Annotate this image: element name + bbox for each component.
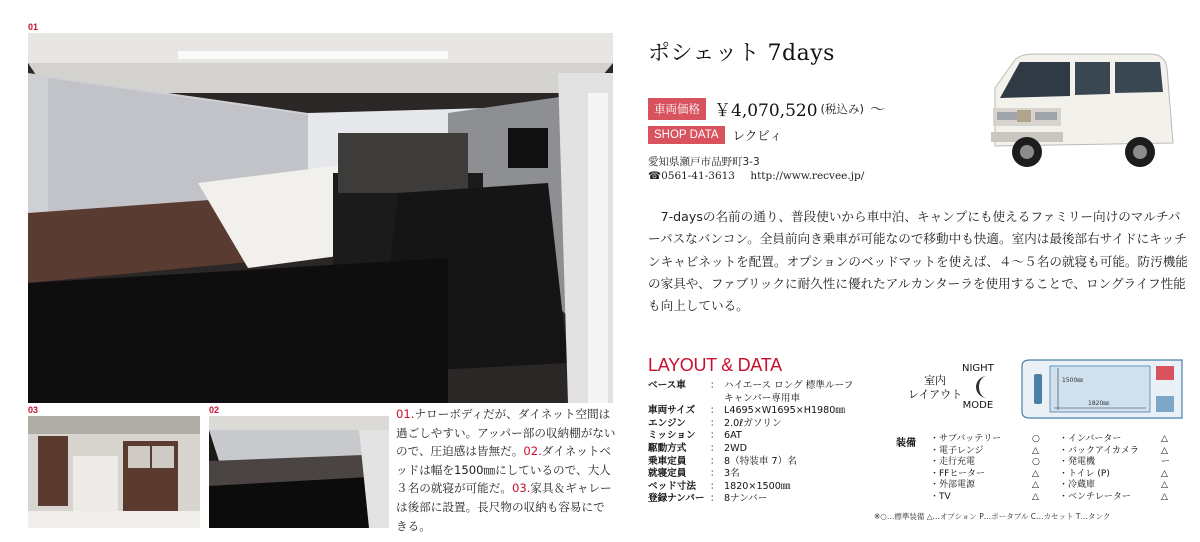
caption-num-03: 03. [511,481,531,496]
spec-key: 駆動方式 [648,442,687,454]
shop-contact [648,170,864,182]
equip-name: ・サブバッテリー [930,434,1002,444]
equip-name: ・バックアイカメラ [1059,445,1139,456]
spec-value: 6AT [724,430,742,442]
spec-key: 登録ナンバー [648,493,705,505]
price-value: ￥4,070,520 [714,101,818,121]
spec-row [648,393,894,406]
equip-mark: ○ [1032,457,1040,468]
shop-name: レクビィ [732,128,783,143]
floor-dim-length: 1820㎜ [1088,400,1110,407]
equip-name: ・ベンチレーター [1059,491,1131,502]
spec-row [648,405,894,418]
mode-label: MODE [962,400,994,411]
spec-sep: ： [710,480,720,492]
galley-photo-illustration [28,416,200,528]
equip-name: ・走行充電 [930,457,976,468]
equip-mark: △ [1032,480,1039,491]
spec-key: エンジン [648,417,686,429]
spec-key: 車両サイズ [648,405,696,417]
article-body: 7-daysの名前の通り、普段使いから車中泊、キャンプにも使えるファミリー向けのマルチパーパスなバンコン。全員前向き乗車が可能なので移動中も快適。室内は最後部右サイドにキッチンキャビネットを配置。オプションのベッドマットを使えば、４～５名の就寝も可能。防汚機能の家具や、ファブリックに耐久性に優れたアルカンターラを使用することで、ロングライフ性能も向上している。 [648,209,1188,314]
photo-caption [396,405,616,535]
caption-text-02: ダイネットベッドは幅を1500㎜にしているので、大人３名の就寝が可能だ。 [396,444,611,496]
equip-row [930,457,1188,469]
interior-photo-dinette [28,33,613,403]
shop-address: 愛知県瀬戸市品野町3-3 [648,156,760,168]
equip-mark: △ [1161,445,1168,456]
spec-value: 8ナンバー [724,493,768,505]
floor-dim-width: 1500㎜ [1062,377,1084,384]
spec-sep: ： [710,417,720,429]
shop-data-tag: SHOP DATA [648,126,725,144]
bed-photo-illustration [209,416,389,528]
equip-mark: ー [1161,457,1171,468]
floor-plan-diagram [1016,356,1188,422]
spec-value: 8（特装車 7）名 [724,455,797,467]
equip-mark: △ [1161,491,1168,502]
equip-name: ・FFヒーター [930,468,985,479]
spec-value: 3名 [724,468,740,480]
equipment-legend: ※○…標準装備 △…オプション P…ポータブル C…カセット T…タンク [874,512,1111,521]
spec-row [648,430,894,443]
equipment-label: 装備 [896,438,916,449]
spec-value: 1820×1500㎜ [724,480,791,492]
caption-text-01: ナローボディだが、ダイネット空間は過ごしやすい。アッパー部の収納棚がないので、圧迫感は皆無だ。 [396,407,616,459]
spec-sep: ： [710,468,720,480]
photo-number-03: 03 [28,405,39,415]
equip-name: ・TV [930,491,951,502]
spec-sep: ： [710,442,720,454]
equipment-table [930,434,1188,504]
spec-key: 就寝定員 [648,468,687,480]
price-tag: 車両価格 [648,98,706,120]
interior-photo-galley [28,416,200,528]
spec-value: L4695×W1695×H1980㎜ [724,405,845,417]
spec-row [648,456,894,469]
equip-mark: △ [1032,491,1039,502]
moon-icon [975,374,993,400]
equip-name: ・電子レンジ [930,445,984,456]
spec-row [648,443,894,456]
caption-text-03: 家具＆ギャレーは後部に設置。長尺物の収納も容易にできる。 [396,481,612,533]
equip-name: ・外部電源 [930,480,976,491]
photo-number-01: 01 [28,22,39,32]
spec-key: ベッド寸法 [648,480,696,492]
interior-photo-bed [209,416,389,528]
equip-name: ・冷蔵庫 [1059,480,1096,491]
room-layout-label: 室内 レイアウト [908,374,963,401]
price-tilde: ～ [870,100,886,118]
price-tax-note: (税込み) [820,101,865,116]
equip-row [930,480,1188,492]
spec-key: ベース車 [648,380,686,391]
shop-row [648,126,782,144]
equip-row [930,434,1188,446]
spec-row [648,380,894,393]
spec-sep: ： [710,455,720,467]
caption-num-02: 02. [523,444,542,459]
equip-mark: △ [1161,434,1168,444]
spec-sep: ： [710,493,720,505]
spec-sep: ： [710,405,720,417]
shop-url-link[interactable]: http://www.recvee.jp/ [750,170,865,182]
price-row [648,96,885,121]
night-label: NIGHT [962,363,994,374]
equip-mark: △ [1032,468,1039,479]
spec-key: ミッション [648,430,696,442]
spec-sep: ： [710,430,720,442]
shop-tel: ☎0561-41-3613 [648,170,735,182]
spec-key: 乗車定員 [648,455,687,467]
interior-photo-illustration [28,33,613,403]
equip-name: ・発電機 [1059,457,1096,468]
spec-value: 2WD [724,442,747,454]
vehicle-title: ポシェット 7days [648,41,835,66]
spec-table [648,380,894,506]
spec-row [648,481,894,494]
spec-row [648,493,894,506]
equip-mark: △ [1161,480,1168,491]
spec-value: ハイエース ロング 標準ルーフ [724,380,854,391]
equip-row [930,469,1188,481]
equip-mark: △ [1161,468,1168,479]
photo-number-02: 02 [209,405,220,415]
spec-sep [710,393,724,406]
equip-row [930,446,1188,458]
layout-data-heading: LAYOUT & DATA [648,355,782,375]
spec-sep: ： [710,380,720,391]
spec-row [648,468,894,481]
spec-value: 2.0ℓガソリン [724,417,782,429]
equip-row [930,492,1188,504]
equip-name: ・トイレ (P) [1059,468,1110,479]
caption-num-01: 01. [396,407,415,421]
equip-name: ・インバーター [1059,434,1122,444]
spec-key [648,393,710,406]
equip-mark: ○ [1032,434,1040,444]
van-exterior-illustration [975,48,1180,173]
equip-mark: △ [1032,445,1039,456]
spec-value: キャンパー専用車 [724,392,801,404]
spec-row [648,418,894,431]
